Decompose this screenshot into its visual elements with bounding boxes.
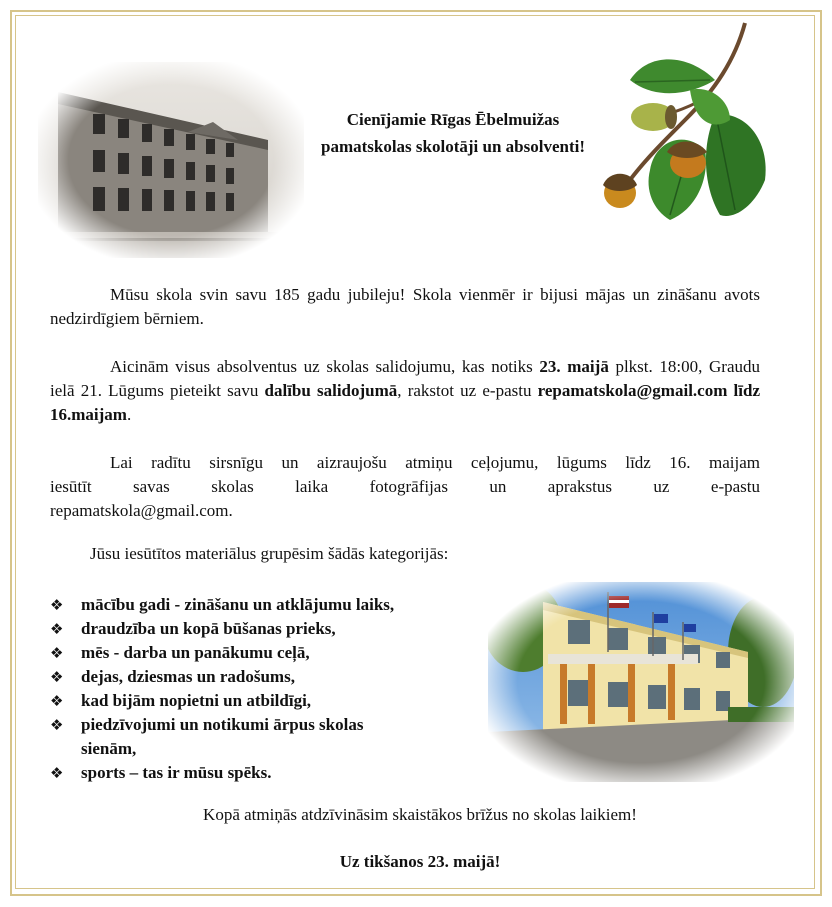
list-item <box>50 713 421 761</box>
category-text: sports – tas ir mūsu spēks. <box>81 763 272 782</box>
category-text: mācību gadi - zināšanu un atklājumu laiks, <box>81 595 395 614</box>
categories-list <box>50 593 450 785</box>
page-title <box>282 106 624 160</box>
category-text: dejas, dziesmas un radošums, <box>81 667 295 686</box>
photos-request-line-2: iesūtīt savas skolas laika fotogrāfijas un aprakstus uz e-pastu <box>50 477 760 496</box>
diamond-bullet-icon: ❖ <box>50 764 64 782</box>
closing-meeting: Uz tikšanos 23. maijā! <box>339 852 501 871</box>
invitation-text-2: plkst. 18:00, Graudu ielā 21. Lūgums pieteikt savu <box>50 357 760 400</box>
participation-phrase: dalību salidojumā <box>264 381 398 400</box>
intro-paragraph: Mūsu skola svin savu 185 gadu jubileju! Skola vienmēr ir bijusi mājas un zināšanu avots nedzirdīgiem bērniem. <box>50 285 760 328</box>
event-date: 23. maijā <box>539 357 609 376</box>
old-school-building-photo <box>38 62 304 258</box>
category-text: kad bijām nopietni un atbildīgi, <box>81 691 312 710</box>
diamond-bullet-icon: ❖ <box>50 692 64 710</box>
diamond-bullet-icon: ❖ <box>50 716 64 734</box>
category-text: draudzība un kopā būšanas prieks, <box>81 619 336 638</box>
diamond-bullet-icon: ❖ <box>50 644 64 662</box>
email-deadline: repamatskola@gmail.com līdz 16.maijam <box>50 381 760 424</box>
photos-request-line-1: Lai radītu sirsnīgu un aizraujošu atmiņu ceļojumu, lūgums līdz 16. maijam <box>110 453 760 472</box>
diamond-bullet-icon: ❖ <box>50 668 64 686</box>
categories-intro: Jūsu iesūtītos materiālus grupēsim šādās kategorijās: <box>90 544 449 563</box>
invitation-text-1: Aicinām visus absolventus uz skolas salidojumu, kas notiks <box>110 357 540 376</box>
diamond-bullet-icon: ❖ <box>50 596 64 614</box>
modern-school-building-photo <box>488 582 794 782</box>
title-line-1: Cienījamie Rīgas Ēbelmuižas <box>346 110 560 129</box>
diamond-bullet-icon: ❖ <box>50 620 64 638</box>
title-line-2: pamatskolas skolotāji un absolventi! <box>320 137 586 156</box>
invitation-paragraph <box>50 355 760 427</box>
invitation-text-4: . <box>126 405 132 424</box>
category-text: piedzīvojumi un notikumi ārpus skolas sienām, <box>81 715 364 758</box>
category-text: mēs - darba un panākumu ceļā, <box>81 643 310 662</box>
invitation-text-3: , rakstot uz e-pastu <box>397 381 538 400</box>
list-item <box>50 689 450 713</box>
oak-leaves-acorns-icon <box>595 20 785 230</box>
list-item <box>50 761 450 785</box>
list-item <box>50 641 450 665</box>
closing-memories: Kopā atmiņās atdzīvināsim skaistākos brīžus no skolas laikiem! <box>203 805 637 824</box>
list-item <box>50 665 450 689</box>
list-item <box>50 593 450 617</box>
list-item <box>50 617 450 641</box>
photos-request-line-3: repamatskola@gmail.com. <box>50 501 233 520</box>
